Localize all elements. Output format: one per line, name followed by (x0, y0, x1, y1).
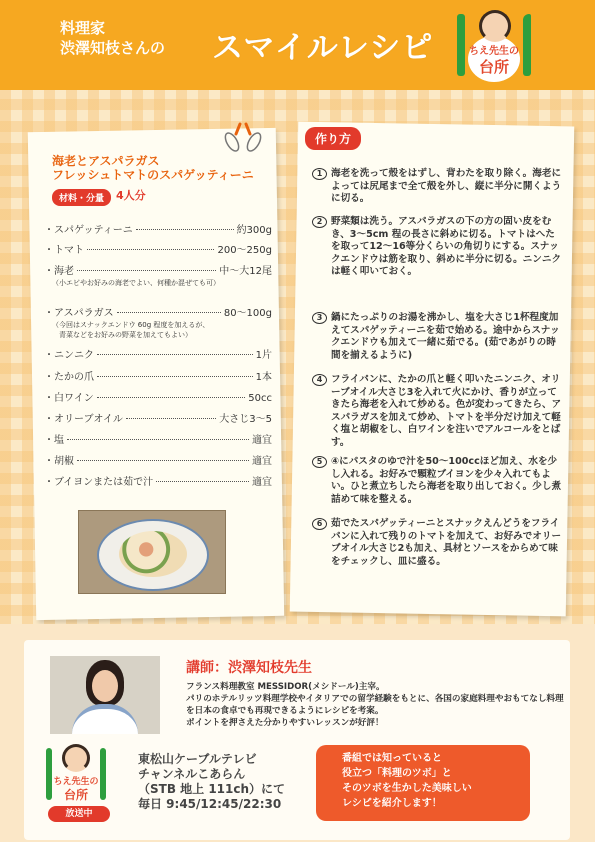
broadcast-line3: （STB 地上 111ch）にて (138, 782, 286, 796)
ingredient-item (44, 413, 272, 426)
ingredient-name: ・胡椒 (44, 456, 74, 467)
whisk-icon (218, 118, 268, 158)
ingredient-name: ・塩 (44, 435, 64, 446)
leader-dots (87, 249, 214, 250)
ingredient-name: ・オリーブオイル (44, 414, 123, 425)
promo-line3: そのツボを生かした美味しい (342, 783, 472, 794)
header-subtitle-line2: 渋澤知枝さんの (60, 39, 166, 57)
ingredient-item (44, 392, 272, 405)
logo-line1: ちえ先生の (53, 777, 99, 787)
ingredient-name: ・ブイヨンまたは茹で汁 (44, 477, 154, 488)
ingredient-qty: 中～大12尾 (219, 266, 272, 277)
step-number: 4 (312, 374, 327, 386)
method-step (312, 216, 564, 279)
leader-dots (97, 354, 253, 355)
step-number: 2 (312, 216, 327, 228)
recipe-title-line1: 海老とアスパラガス (52, 154, 160, 168)
logo-line2: 台所 (63, 788, 88, 802)
portrait-face (92, 670, 118, 702)
page-title: スマイルレシピ (212, 30, 434, 66)
logo-line2: 台所 (478, 58, 509, 76)
method-step (312, 518, 564, 568)
ingredient-qty: 適宜 (252, 477, 272, 488)
ingredient-qty: 適宜 (252, 435, 272, 446)
on-air-badge: 放送中 (48, 806, 110, 822)
serving-value: 4人分 (116, 189, 146, 202)
broadcast-line4: 毎日 9:45/12:45/22:30 (138, 797, 282, 811)
ingredient-item (44, 244, 272, 257)
method-step (312, 374, 564, 450)
ingredient-item (44, 476, 272, 489)
method-label: 作り方 (305, 127, 361, 150)
method-step (312, 312, 564, 362)
promo-line1: 番組では知っていると (342, 753, 442, 764)
leader-dots (117, 312, 221, 313)
ingredient-item (44, 434, 272, 447)
ingredient-name: ・アスパラガス (44, 308, 114, 319)
ingredient-name: ・トマト (44, 245, 84, 256)
broadcast-line2: チャンネルこあらん (138, 767, 246, 781)
header-subtitle (60, 18, 165, 58)
leader-dots (77, 460, 249, 461)
ingredient-name: ・スパゲッティーニ (44, 225, 133, 236)
teacher-description: フランス料理教室 MESSIDOR(メシドール)主宰。 パリのホテルリッツ料理学校やイタリアでの留学経験をもとに、各国の家庭料理やおもてなし料理を日本の食卓でも再現できるようにレシピを考案。 ポイントを押さえた分かりやすいレッスンが好評！ (186, 682, 564, 728)
method-step (312, 168, 564, 206)
broadcast-line1: 東松山ケーブルテレビ (138, 752, 257, 766)
dish-photo (78, 510, 226, 594)
ingredient-item (44, 307, 272, 340)
promo-box (316, 745, 530, 821)
leader-dots (97, 376, 253, 377)
ingredient-qty: 80～100g (223, 308, 272, 319)
leader-dots (97, 397, 246, 398)
chef-face-icon (62, 744, 90, 772)
ingredient-item (44, 224, 272, 237)
step-number: 1 (312, 168, 327, 180)
teacher-photo (50, 656, 160, 734)
method-step (312, 456, 564, 506)
ingredient-qty: 1本 (255, 372, 272, 383)
ingredient-qty: 適宜 (252, 456, 272, 467)
step-text: ④にパスタのゆで汁を50～100ccほど加え、水を少し入れる。お好みで顆粒ブイヨンを少々入れてもよい。ひと煮立ちしたら海老を取り出しておく。少し煮詰めて味を整える。 (331, 456, 562, 505)
knife-icon (523, 14, 531, 76)
ingredient-name: ・ニンニク (44, 350, 94, 361)
recipe-title-line2: フレッシュトマトのスパゲッティーニ (52, 168, 254, 182)
teacher-name: 講師：渋澤知枝先生 (186, 660, 312, 676)
chie-kitchen-logo-small (40, 744, 112, 810)
ingredient-item (44, 455, 272, 468)
step-number: 6 (312, 518, 327, 530)
ingredient-item (44, 265, 272, 288)
step-number: 5 (312, 456, 327, 468)
step-number: 3 (312, 312, 327, 324)
leader-dots (67, 439, 249, 440)
promo-line4: レシピを紹介します！ (342, 798, 442, 809)
promo-line2: 役立つ「料理のツボ」と (342, 768, 452, 779)
step-text: 鍋にたっぷりのお湯を沸かし、塩を大さじ1杯程度加えてスパゲッティーニを茹で始める。途中からスナックエンドウも加えて一緒に茹でる。(茹であがりの時間を揃えるように) (331, 312, 560, 361)
leader-dots (156, 481, 249, 482)
step-text: 海老を洗って殻をはずし、背わたを取り除く。海老によっては尻尾まで全て殻を外し、縦に半分に開くように切る。 (331, 168, 562, 205)
recipe-title (52, 154, 254, 182)
broadcast-info (138, 752, 285, 812)
ingredient-name: ・たかの爪 (44, 372, 94, 383)
step-text: 野菜類は洗う。アスパラガスの下の方の固い皮をむき、3～5cm 程の長さに斜めに切る。トマトはへたを取って12～16等分くらいの角切りにする。スナックエンドウは筋を取り、斜めに半分に切る。ニンニクは軽く叩いておく。 (331, 216, 562, 278)
leader-dots (77, 270, 216, 271)
ingredient-qty: 200～250g (217, 245, 272, 256)
header-subtitle-line1: 料理家 (60, 19, 106, 37)
chef-face-icon (479, 10, 511, 42)
ingredient-item (44, 371, 272, 384)
ingredient-item (44, 349, 272, 362)
ingredient-qty: 大さじ3～5 (219, 414, 272, 425)
ingredient-name: ・海老 (44, 266, 74, 277)
leader-dots (126, 418, 216, 419)
pasta-image (119, 531, 187, 577)
ingredient-note: （今回はスナックエンドウ 60g 程度を加えるが、 青菜などをお好みの野菜を加えてもよい） (52, 321, 210, 339)
fork-icon (457, 14, 465, 76)
ingredient-name: ・白ワイン (44, 393, 94, 404)
step-text: 茹でたスパゲッティーニとスナックえんどうをフライパンに入れて残りのトマトを加えて、お好みでオリーブオイル大さじ2も加え、具材とソースをからめて味をチェックし、皿に盛る。 (331, 518, 562, 567)
ingredient-qty: 1片 (255, 350, 272, 361)
logo-line1: ちえ先生の (469, 46, 519, 57)
ingredient-note: （小エビやお好みの海老でよい、何種か混ぜても可） (52, 279, 220, 287)
step-text: フライパンに、たかの爪と軽く叩いたニンニク、オリーブオイル大さじ3を入れて火にかけ、香りが立ってきたら海老を入れて炒める。色が変わってきたら、アスパラガスを加えて炒め、トマトを半分だけ加えて軽く塩と胡椒をし、白ワインを注いでアルコールをとばす。 (331, 374, 562, 448)
ingredient-qty: 約300g (236, 225, 272, 236)
leader-dots (136, 229, 234, 230)
portrait-apron (72, 704, 138, 734)
serving-label: 材料・分量 (52, 189, 111, 206)
ingredient-qty: 50cc (248, 393, 272, 404)
chie-kitchen-logo (455, 8, 533, 84)
